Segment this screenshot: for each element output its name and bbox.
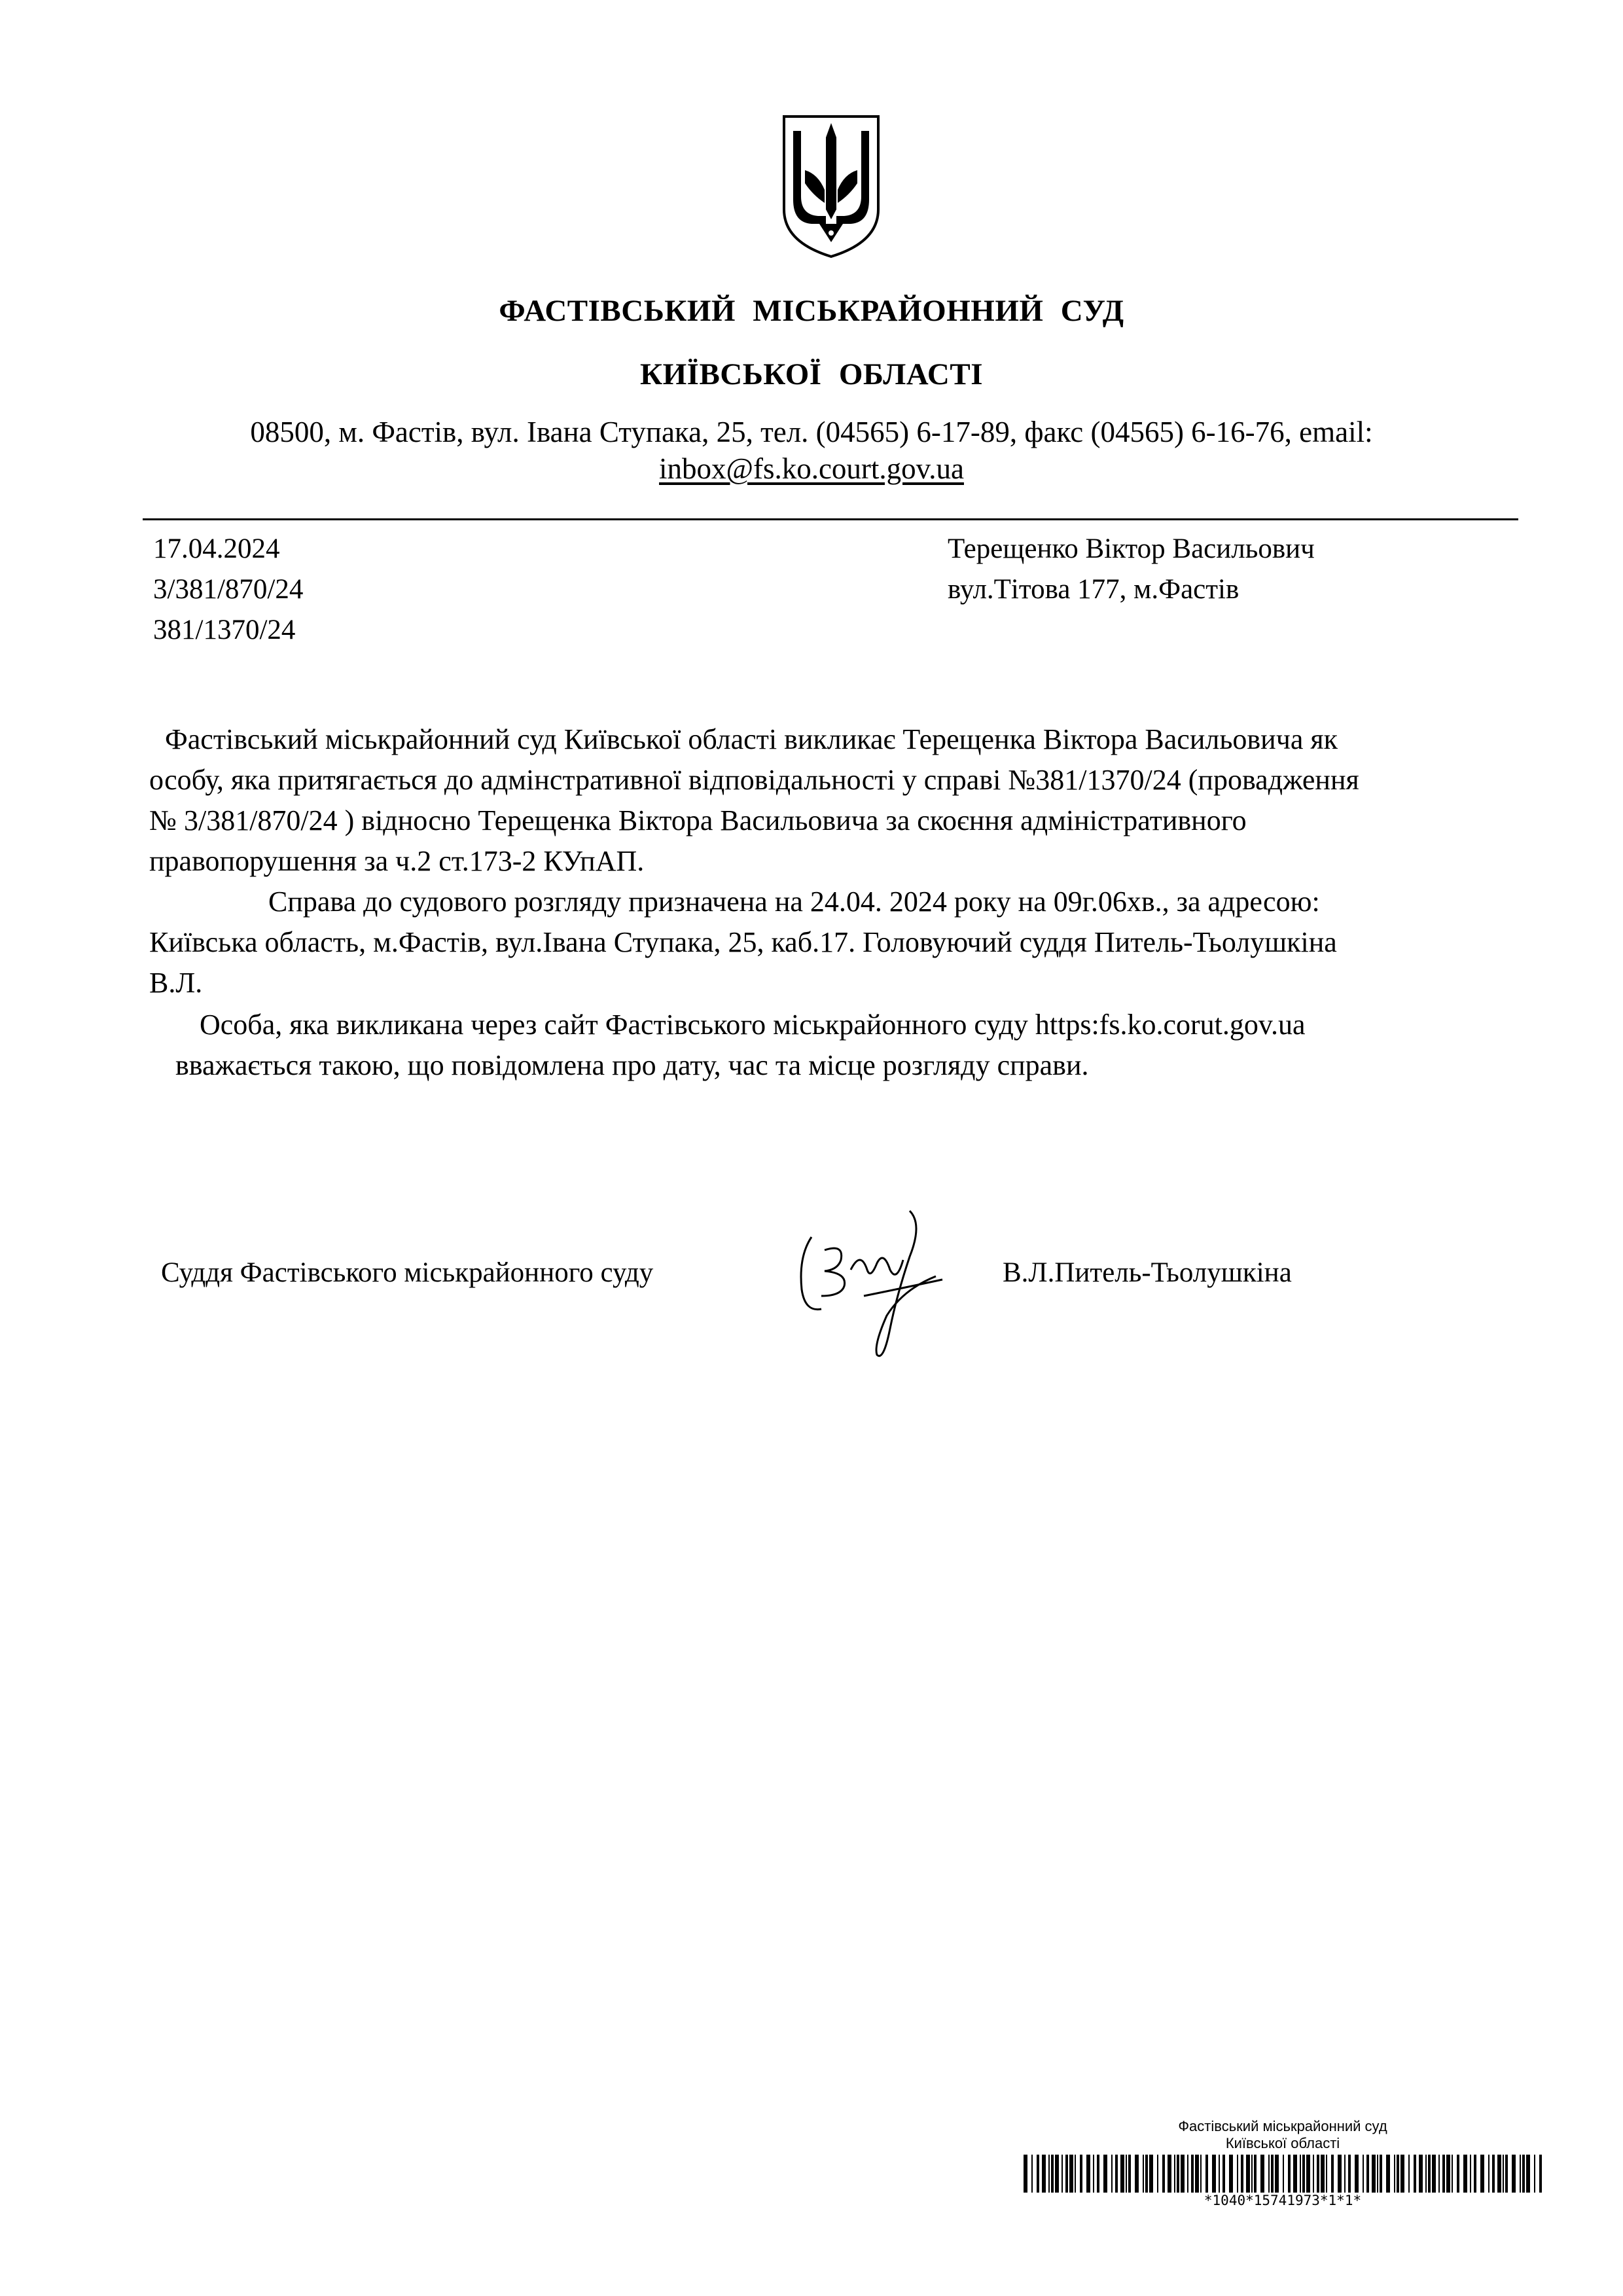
court-name: ФАСТІВСЬКИЙ МІСЬКРАЙОННИЙ СУД bbox=[499, 294, 1124, 328]
barcode-number: *1040*15741973*1*1* bbox=[1204, 2193, 1362, 2208]
body-line: правопорушення за ч.2 ст.173-2 КУпАП. bbox=[149, 845, 645, 877]
recipient-name: Терещенко Віктор Васильович bbox=[948, 533, 1315, 564]
court-email-line bbox=[0, 452, 1623, 486]
body-line: В.Л. bbox=[149, 967, 203, 999]
document-date: 17.04.2024 bbox=[153, 533, 280, 564]
proceeding-number: 3/381/870/24 bbox=[153, 574, 304, 605]
header-divider bbox=[143, 518, 1518, 520]
body-line: Київська область, м.Фастів, вул.Івана Ступака, 25, каб.17. Головуючий суддя Питель-Тьолушкіна bbox=[149, 926, 1337, 958]
body-line: Особа, яка викликана через сайт Фастівського міськрайонного суду https:fs.ko.corut.gov.ua bbox=[200, 1009, 1306, 1041]
signatory-title: Суддя Фастівського міськрайонного суду bbox=[161, 1257, 654, 1288]
body-line: Фастівський міськрайонний суд Київської області викликає Терещенка Віктора Васильовича як bbox=[165, 723, 1338, 755]
body-line: № 3/381/870/24 ) відносно Терещенка Віктора Васильовича за скоєння адміністративного bbox=[149, 804, 1247, 836]
court-email-link[interactable]: inbox@fs.ko.court.gov.ua bbox=[659, 452, 964, 485]
handwritten-signature bbox=[785, 1198, 955, 1381]
stamp-court-name: Фастівський міськрайонний суд bbox=[1178, 2118, 1387, 2134]
document-stamp bbox=[1021, 2118, 1544, 2208]
court-region: КИЇВСЬКОЇ ОБЛАСТІ bbox=[640, 357, 983, 391]
case-number: 381/1370/24 bbox=[153, 615, 296, 645]
recipient-address: вул.Тітова 177, м.Фастів bbox=[948, 574, 1240, 605]
body-line: особу, яка притягається до адмінстративної відповідальності у справі №381/1370/24 (провадження bbox=[149, 764, 1359, 796]
body-line: Справа до судового розгляду призначена на 24.04. 2024 року на 09г.06хв., за адресою: bbox=[268, 886, 1320, 918]
coat-of-arms-icon bbox=[779, 111, 883, 262]
body-line: вважається такою, що повідомлена про дату, час та місце розгляду справи. bbox=[175, 1049, 1089, 1081]
court-address: 08500, м. Фастів, вул. Івана Ступака, 25, тел. (04565) 6-17-89, факс (04565) 6-16-76, email: bbox=[250, 416, 1373, 448]
signatory-name: В.Л.Питель-Тьолушкіна bbox=[1003, 1257, 1292, 1288]
stamp-court-region: Київської області bbox=[1225, 2135, 1340, 2151]
barcode-icon bbox=[1021, 2155, 1544, 2193]
